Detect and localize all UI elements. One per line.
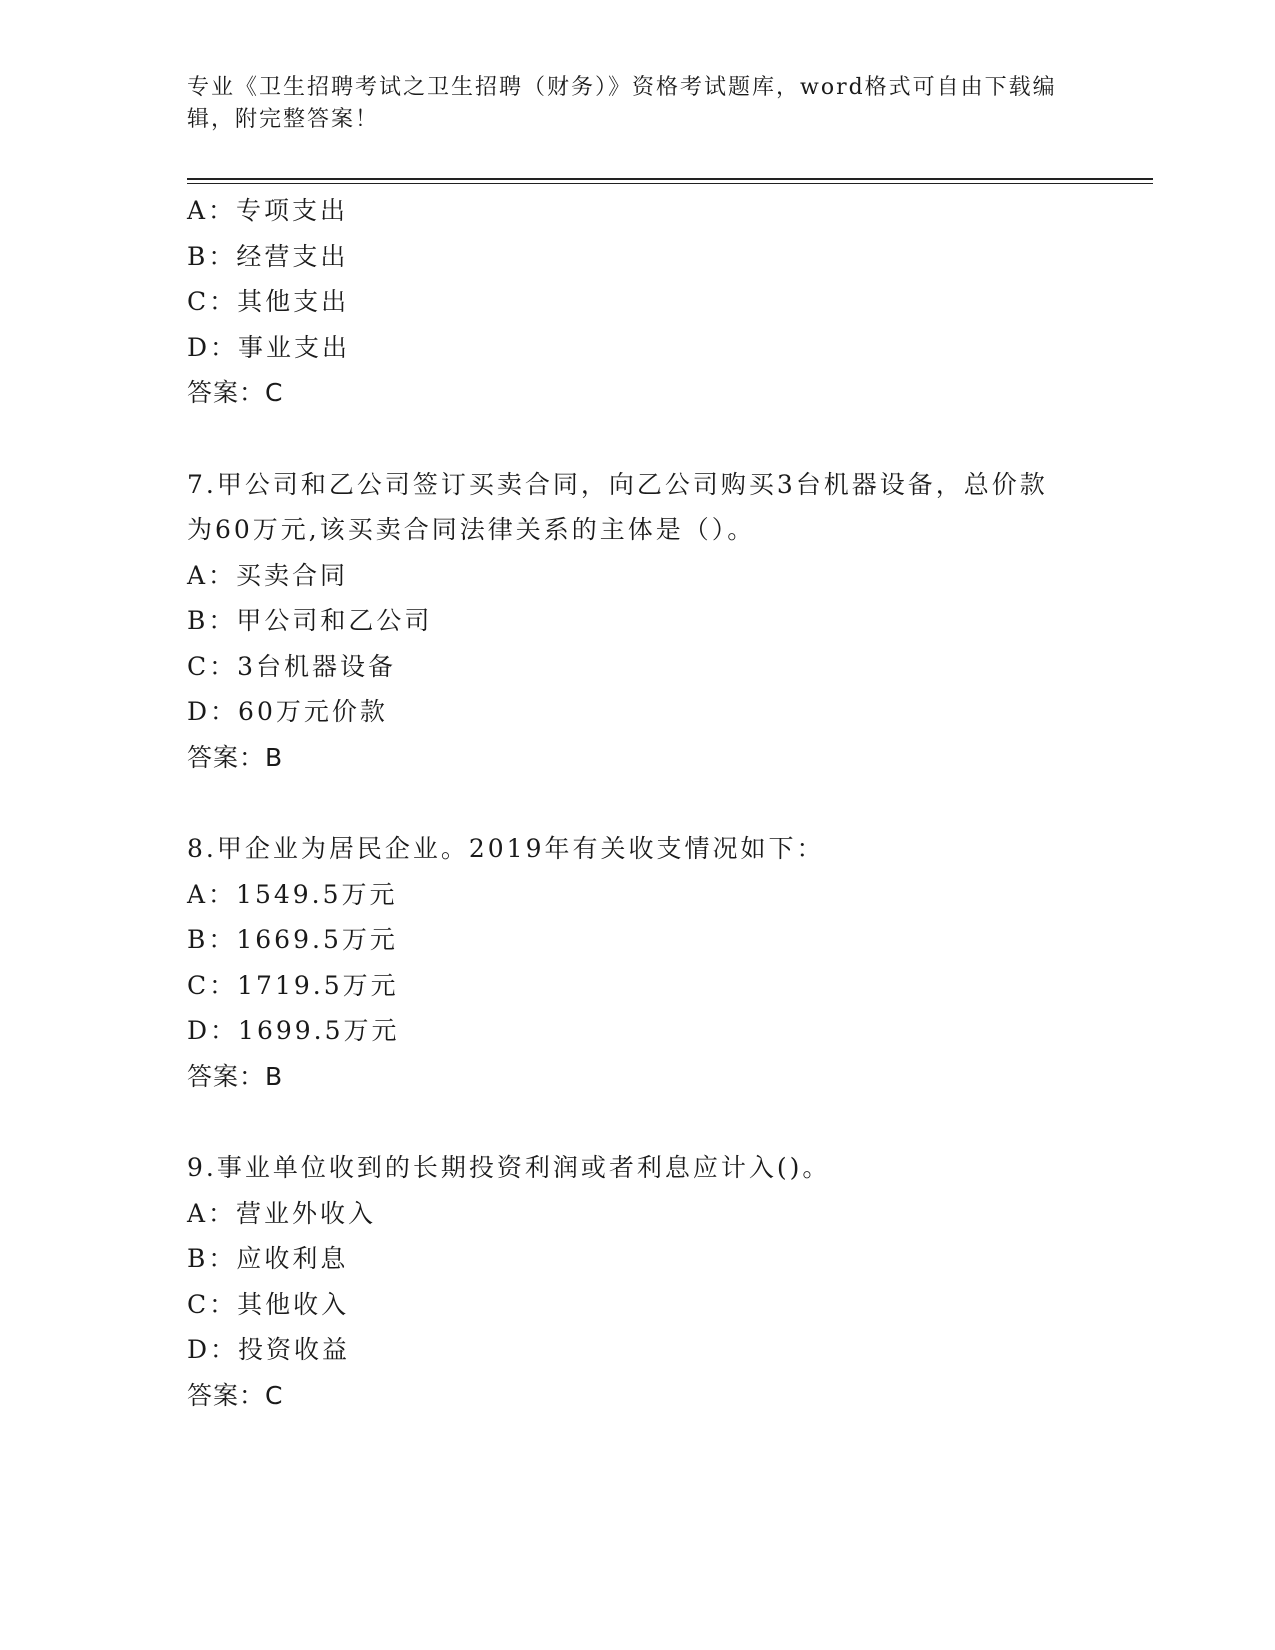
question-7: [187, 462, 1067, 781]
option-a: A：专项支出: [187, 196, 349, 225]
question-text: 9.事业单位收到的长期投资利润或者利息应计入()。: [187, 1153, 831, 1182]
option-a: A：1549.5万元: [187, 879, 398, 909]
spacer: [187, 416, 1067, 462]
option-d: D：60万元价款: [187, 697, 388, 726]
spacer: [187, 1099, 1067, 1145]
option-c: C：1719.5万元: [187, 970, 399, 1000]
option-c: C：其他收入: [187, 1289, 350, 1319]
document-header: 专业《卫生招聘考试之卫生招聘（财务）》资格考试题库，word格式可自由下载编辑，附完整答案！: [187, 75, 1057, 132]
answer-line: 答案：B: [187, 1061, 284, 1091]
answer-line: 答案：C: [187, 378, 284, 407]
option-b: B：经营支出: [187, 241, 349, 271]
option-d: D：投资收益: [187, 1335, 351, 1364]
question-list: [187, 188, 1067, 1418]
option-a: A：营业外收入: [187, 1198, 377, 1228]
question-8: [187, 826, 1067, 1099]
spacer: [187, 780, 1067, 826]
question-fragment: [187, 188, 1067, 416]
option-b: B：应收利息: [187, 1244, 349, 1273]
option-b: B：1669.5万元: [187, 925, 398, 954]
header-divider: [187, 178, 1153, 184]
question-text: 7.甲公司和乙公司签订买卖合同，向乙公司购买3台机器设备，总价款为60万元,该买卖合同法律关系的主体是（）。: [187, 469, 1048, 544]
option-b: B：甲公司和乙公司: [187, 606, 433, 635]
question-text: 8.甲企业为居民企业。2019年有关收支情况如下：: [187, 834, 825, 863]
question-9: [187, 1145, 1067, 1418]
option-c: C：其他支出: [187, 287, 350, 316]
option-a: A：买卖合同: [187, 560, 349, 590]
answer-line: 答案：C: [187, 1380, 284, 1410]
answer-line: 答案：B: [187, 742, 284, 772]
option-d: D：1699.5万元: [187, 1016, 400, 1045]
option-d: D：事业支出: [187, 332, 351, 362]
option-c: C：3台机器设备: [187, 651, 397, 681]
